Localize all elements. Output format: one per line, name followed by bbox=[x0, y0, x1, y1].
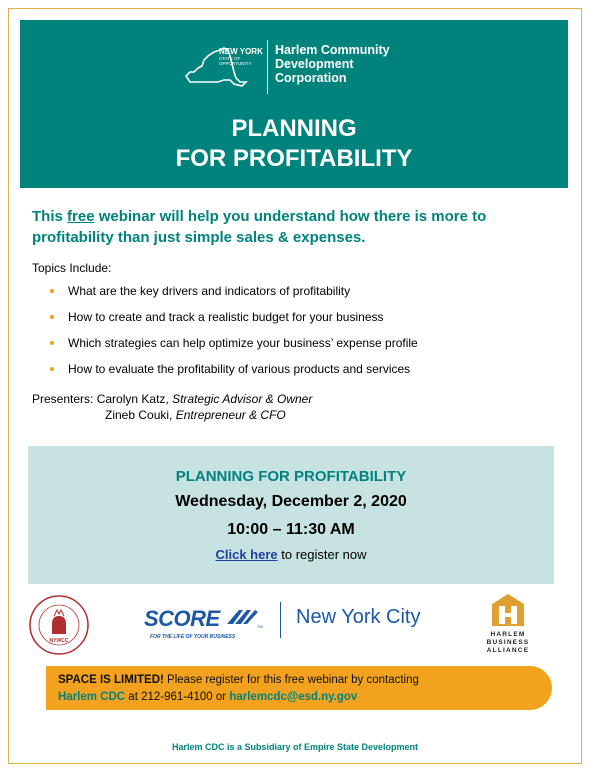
nyc-logo-text: New York City bbox=[296, 606, 421, 628]
topic-item: How to evaluate the profitability of various products and services bbox=[46, 361, 418, 387]
presenter-row-1 bbox=[32, 391, 312, 407]
intro-text bbox=[32, 206, 552, 248]
score-tm: TM bbox=[257, 624, 263, 629]
intro-part2: webinar will help you understand how there is more to profitability than just simple sales & expenses. bbox=[32, 208, 487, 246]
event-title: PLANNING FOR PROFITABILITY bbox=[175, 468, 407, 485]
ny-logo-text bbox=[219, 48, 263, 66]
logo-divider bbox=[267, 40, 268, 94]
hba-line1: HARLEM bbox=[490, 631, 526, 638]
space-limited-banner bbox=[46, 666, 552, 710]
presenter-2-name: Zineb Couki, bbox=[105, 408, 176, 422]
nywcc-seal-text: NYWCC bbox=[49, 638, 69, 644]
event-time: 10:00 – 11:30 AM bbox=[227, 521, 355, 538]
topics-label: Topics Include: bbox=[32, 261, 112, 275]
register-link[interactable]: Click here bbox=[215, 547, 278, 562]
banner-line2 bbox=[58, 689, 419, 706]
contact-email-link[interactable]: harlemcdc@esd.ny.gov bbox=[229, 691, 358, 703]
banner-org: Harlem CDC bbox=[58, 691, 126, 703]
hba-line3: ALLIANCE bbox=[486, 647, 530, 654]
title-line1: PLANNING bbox=[231, 115, 357, 142]
footer-text: Harlem CDC is a Subsidiary of Empire State Development bbox=[171, 742, 419, 752]
hba-building-icon bbox=[486, 592, 530, 626]
topic-item: Which strategies can help optimize your business’ expense profile bbox=[46, 335, 418, 361]
intro-free: free bbox=[67, 208, 95, 225]
hba-text bbox=[468, 631, 548, 655]
topics-list bbox=[46, 283, 418, 387]
page-title bbox=[20, 114, 568, 174]
presenters-label: Presenters: bbox=[32, 392, 97, 406]
logo-row bbox=[20, 36, 568, 94]
space-limited-label: SPACE IS LIMITED! bbox=[58, 674, 164, 686]
hba-line2: BUSINESS bbox=[486, 639, 530, 646]
event-date: Wednesday, December 2, 2020 bbox=[175, 493, 407, 510]
nywcc-seal-logo bbox=[28, 594, 90, 656]
ny-logo-line3: OPPORTUNITY. bbox=[219, 61, 253, 66]
banner-line1 bbox=[58, 672, 419, 689]
ny-logo-line1: NEW YORK bbox=[219, 47, 263, 56]
intro-part1: This bbox=[32, 208, 68, 225]
org-name-line3: Corporation bbox=[275, 71, 347, 85]
org-name-line2: Development bbox=[275, 57, 354, 71]
topic-item: How to create and track a realistic budget for your business bbox=[46, 309, 418, 335]
org-name bbox=[275, 43, 390, 85]
partner-logos bbox=[20, 592, 568, 662]
score-swoosh-icon bbox=[225, 606, 263, 629]
hba-logo bbox=[468, 592, 548, 658]
presenter-2-role: Entrepreneur & CFO bbox=[175, 408, 286, 422]
header-banner bbox=[20, 20, 568, 188]
score-divider bbox=[280, 602, 281, 638]
ny-logo-line2: STATE OF bbox=[219, 56, 241, 61]
register-text: to register now bbox=[277, 547, 367, 562]
topic-item: What are the key drivers and indicators of profitability bbox=[46, 283, 418, 309]
presenter-row-2 bbox=[32, 407, 312, 423]
title-line2: FOR PROFITABILITY bbox=[175, 145, 413, 172]
presenters bbox=[32, 391, 312, 423]
banner-text1: Please register for this free webinar by contacting bbox=[163, 674, 419, 686]
org-name-line1: Harlem Community bbox=[275, 43, 390, 57]
presenter-1-name: Carolyn Katz, bbox=[96, 392, 173, 406]
register-line bbox=[28, 547, 554, 563]
score-tagline: FOR THE LIFE OF YOUR BUSINESS bbox=[150, 634, 236, 640]
banner-text bbox=[58, 672, 419, 706]
score-logo-text: SCORE bbox=[144, 606, 220, 631]
banner-text2: at 212-961-4100 or bbox=[125, 691, 230, 703]
presenter-1-role: Strategic Advisor & Owner bbox=[172, 392, 313, 406]
event-details-box bbox=[28, 446, 554, 584]
